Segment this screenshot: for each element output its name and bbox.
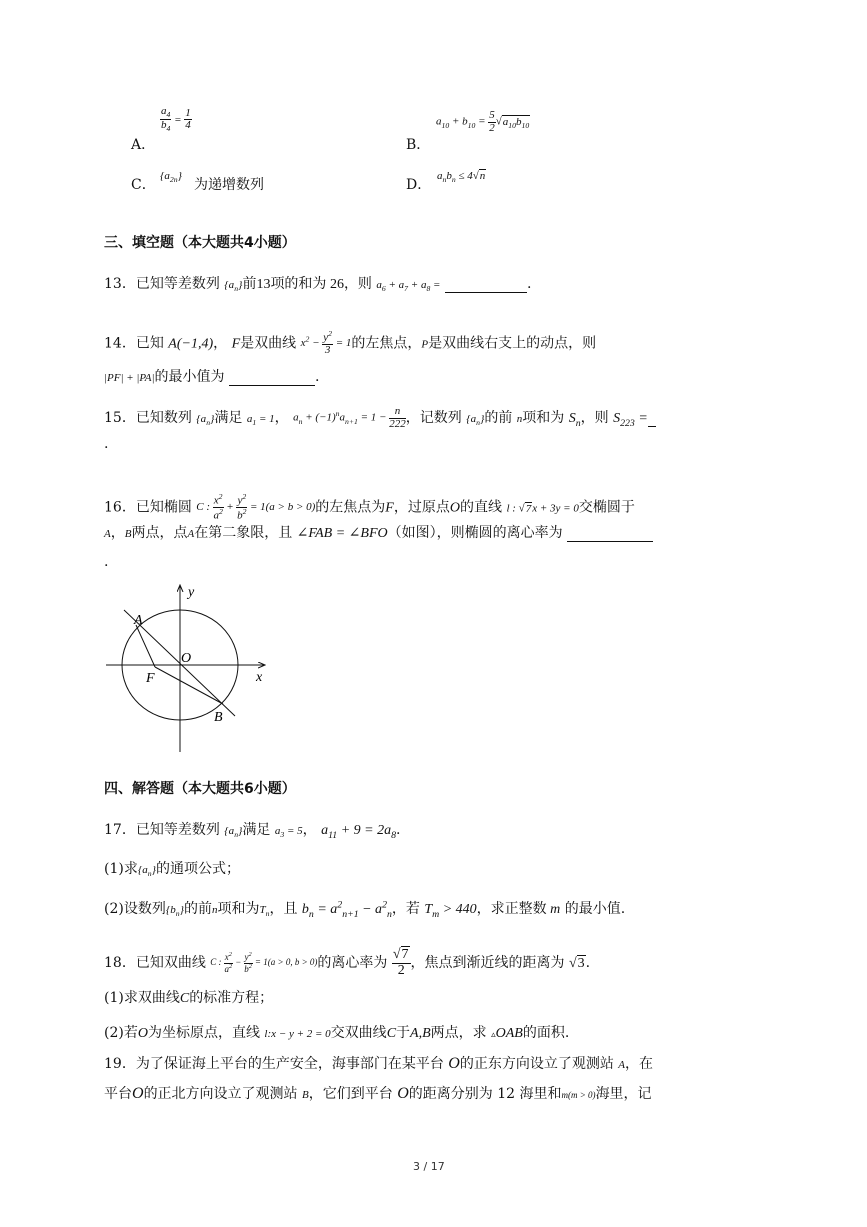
option-b-label: B． xyxy=(406,137,431,153)
q15-sn: $S_n$ xyxy=(568,411,581,429)
q15-s223: $S_{223}$ = xyxy=(613,411,648,429)
q18-p1-var: C xyxy=(179,991,190,1006)
q16-number: 16． xyxy=(104,499,136,516)
q17-p2-seq: $\{b_n\}$ xyxy=(165,904,184,919)
option-b-formula: $a_{10} + b_{10}$ = $\frac{5}{2}$ $√a_{10}b_{10}$ xyxy=(436,109,530,134)
q17-text: 已知等差数列 xyxy=(135,822,220,838)
q15-answer-blank[interactable] xyxy=(648,410,656,427)
q15-text-5: 的前 xyxy=(484,410,513,427)
q13-text-2: 前 xyxy=(242,276,257,292)
q15-text: 已知数列 xyxy=(135,410,192,427)
q19-text-4: 平台 xyxy=(104,1086,132,1102)
q19-text-8: 海里，记 xyxy=(595,1086,652,1102)
q18-p2-text-3: 于 xyxy=(396,1025,411,1041)
q13-text-3: 项的和为 xyxy=(270,276,327,292)
q19-m-condition: m(m > 0) xyxy=(561,1090,596,1100)
q18-text-3: ，焦点到渐近线的距离为 xyxy=(410,955,565,972)
q16-var-a-2: A xyxy=(187,528,195,540)
q18-p1-text: 的标准方程； xyxy=(189,990,274,1006)
q14-text: 已知 xyxy=(135,335,164,352)
q19-var-a: A xyxy=(618,1059,626,1071)
q17-text-2: 满足 xyxy=(242,822,271,838)
q16-text-3: ，过原点 xyxy=(393,499,450,516)
q18-distance: √3 xyxy=(568,956,585,972)
q19-text: 为了保证海上平台的生产安全，海事部门在某平台 xyxy=(135,1056,444,1072)
q19-text-5: 的正北方向设立了观测站 xyxy=(143,1086,298,1102)
question-13 xyxy=(104,273,531,293)
q18-p2-label: (2)若 xyxy=(104,1025,138,1041)
q15-initial: $a_1 = 1$ xyxy=(246,413,275,428)
q18-p2-points: A,B xyxy=(410,1026,431,1041)
question-19-line-2 xyxy=(104,1083,652,1103)
option-c-label: C． xyxy=(131,177,156,193)
q17-p2-var-m: m xyxy=(550,902,561,917)
q13-count: 13 xyxy=(256,277,271,292)
q17-p2-label: (2)设数列 xyxy=(104,901,166,917)
q16-text-5: 交椭圆于 xyxy=(578,499,635,516)
q15-text-2: 满足 xyxy=(214,410,243,427)
q17-p2-text-6: 的最小值. xyxy=(564,901,626,917)
q13-number: 13． xyxy=(104,276,136,292)
q18-p2-var-c: C xyxy=(386,1026,397,1041)
q17-number: 17． xyxy=(104,822,136,838)
q17-p2-text-2: 项和为 xyxy=(217,901,260,917)
q15-number: 15． xyxy=(104,410,136,427)
q14-answer-blank[interactable] xyxy=(229,369,315,386)
q14-end: . xyxy=(314,369,320,385)
q16-text-8: 在第二象限，且 xyxy=(194,525,293,541)
q16-var-o: O xyxy=(449,500,460,516)
q15-recurrence: $a_n + (-1)^na_{n+1} = 1$ − $\frac{n}{222}$ xyxy=(293,405,406,430)
question-15 xyxy=(104,406,656,430)
q17-p1-seq: $\{a_n\}$ xyxy=(137,864,156,879)
section-4-title: 四、解答题（本大题共6小题） xyxy=(104,781,296,797)
q19-var-o-3: O xyxy=(397,1085,409,1102)
q16-line: l : √7x + 3y = 0 xyxy=(506,502,579,515)
q13-text: 已知等差数列 xyxy=(135,276,220,292)
q19-var-o-2: O xyxy=(132,1085,144,1102)
q13-expr: $a_6 + a_7 + a_8$ = xyxy=(376,279,441,294)
q17-text-3: ， xyxy=(302,822,317,838)
q17-p2-text-5: ，求正整数 xyxy=(476,901,547,917)
q16-answer-blank[interactable] xyxy=(567,525,653,542)
q15-end: . xyxy=(104,436,109,452)
q18-p2-var-o: O xyxy=(137,1026,148,1041)
q17-p2-tn: $T_n$ xyxy=(259,904,270,919)
question-19-line-1 xyxy=(104,1053,653,1073)
q17-part-1 xyxy=(104,858,240,878)
q16-text: 已知椭圆 xyxy=(135,499,192,516)
q16-text-2: 的左焦点为 xyxy=(315,499,386,516)
label-a: A xyxy=(134,613,143,628)
q15-var-n: n xyxy=(516,413,523,426)
question-14-line-1 xyxy=(104,330,596,357)
question-16-line-1 xyxy=(104,493,635,522)
label-y: y xyxy=(188,585,195,600)
q18-number: 18． xyxy=(104,955,136,972)
q18-part-1 xyxy=(104,987,273,1007)
q13-text-4: ，则 xyxy=(343,276,372,292)
q13-sum: 26 xyxy=(329,277,344,292)
q18-p2-text-4: 两点，求 xyxy=(430,1025,487,1041)
q17-p2-bn: $b_n = a^2_{n+1} - a^2_n$ xyxy=(301,899,392,920)
option-c-text: 为递增数列 xyxy=(194,177,264,193)
segment-fa xyxy=(136,625,155,667)
q18-p1-label: (1)求双曲线 xyxy=(104,990,180,1006)
label-o: O xyxy=(181,651,192,666)
q19-number: 19． xyxy=(104,1056,136,1072)
q18-eccentricity: $\frac{√7}{2}$ xyxy=(392,947,409,978)
q14-text-5: 是双曲线右支上的动点，则 xyxy=(428,335,597,352)
question-16-line-2 xyxy=(104,522,653,542)
q15-seq: $\{a_n\}$ xyxy=(196,413,215,428)
q19-text-6: ，它们到平台 xyxy=(308,1086,393,1102)
q13-answer-blank[interactable] xyxy=(445,276,527,293)
question-17 xyxy=(104,819,400,841)
option-c-formula: $\{a_{2n}\}$ xyxy=(160,170,182,185)
q18-p2-text: 为坐标原点，直线 xyxy=(147,1025,260,1041)
q18-p2-text-2: 交双曲线 xyxy=(330,1025,387,1041)
q16-text-6: ， xyxy=(110,525,125,541)
question-14-line-2 xyxy=(104,366,319,386)
q16-end: . xyxy=(104,554,109,570)
q16-var-a: A xyxy=(104,528,111,540)
q15-text-4: ，记数列 xyxy=(405,410,462,427)
q17-cond-1: $a_3 = 5$ xyxy=(274,825,303,840)
q19-var-b: B xyxy=(302,1089,309,1101)
q18-p2-text-5: 的面积. xyxy=(522,1025,570,1041)
q14-text-2: ， xyxy=(213,335,228,352)
q18-text-2: 的离心率为 xyxy=(317,955,388,972)
q14-expr: |PF| + |PA| xyxy=(104,372,155,384)
q14-text-3: 是双曲线 xyxy=(240,335,297,352)
q17-part-2 xyxy=(104,898,625,920)
q18-text: 已知双曲线 xyxy=(135,955,206,972)
q17-p2-text: 的前 xyxy=(184,901,212,917)
q17-seq: $\{a_n\}$ xyxy=(224,825,243,840)
label-f: F xyxy=(146,671,155,686)
label-b: B xyxy=(214,710,223,725)
q17-cond-2: $a_{11} + 9 = 2a_8$ xyxy=(321,823,397,841)
q13-end: . xyxy=(526,276,532,292)
q17-p2-var-n: n xyxy=(212,904,218,916)
q18-hyperbola: C : $\frac{x^2}{a^2}$ − $\frac{y^2}{b^2}$ = 1(a > 0, b > 0) xyxy=(210,951,318,974)
q19-text-3: ，在 xyxy=(625,1056,654,1072)
q19-var-o: O xyxy=(448,1055,460,1072)
q17-p2-text-4: ，若 xyxy=(391,901,420,917)
question-18 xyxy=(104,948,590,978)
q16-angle: ∠FAB = ∠BFO xyxy=(296,526,388,541)
option-d-formula: $a_nb_n \le 4√n$ xyxy=(437,170,486,185)
q14-var-f: F xyxy=(231,336,241,352)
option-a-formula: $\frac{a_4}{b_4}$ = $\frac{1}{4}$ xyxy=(161,105,191,134)
q15-text-3: ， xyxy=(274,410,289,427)
q18-p2-triangle: ▵OAB xyxy=(491,1026,523,1041)
q15-text-7: ，则 xyxy=(580,410,609,427)
ellipse-figure xyxy=(100,578,280,754)
page-number: 3 / 17 xyxy=(413,1160,445,1173)
q16-text-4: 的直线 xyxy=(459,499,502,516)
q17-p1-text: 的通项公式； xyxy=(156,861,240,877)
q19-text-2: 的正东方向设立了观测站 xyxy=(459,1056,614,1072)
q16-var-f: F xyxy=(385,500,394,516)
q17-p2-tm: $T_m > 440$ xyxy=(424,902,477,920)
q15-text-6: 项和为 xyxy=(522,410,565,427)
q16-text-9: （如图），则椭圆的离心率为 xyxy=(387,525,563,541)
q18-part-2 xyxy=(104,1022,569,1042)
option-a-label: A． xyxy=(131,137,156,153)
q16-ellipse: C : $\frac{x^2}{a^2}$ + $\frac{y^2}{b^2}$ = 1(a > b > 0) xyxy=(196,492,316,522)
option-d-label: D． xyxy=(406,177,432,193)
q13-seq: $\{a_n\}$ xyxy=(224,279,243,294)
label-x: x xyxy=(256,670,263,685)
q18-end: . xyxy=(585,955,591,972)
q19-text-7: 的距离分别为 12 海里和 xyxy=(408,1086,562,1102)
q17-p1-label: (1)求 xyxy=(104,861,138,877)
q14-number: 14． xyxy=(104,335,136,352)
q17-end: . xyxy=(396,822,401,838)
q17-p2-text-3: ，且 xyxy=(269,901,298,917)
q18-p2-line: l:x − y + 2 = 0 xyxy=(264,1028,331,1040)
q16-text-7: 两点，点 xyxy=(131,525,188,541)
q16-var-b: B xyxy=(124,528,132,540)
q14-hyperbola: $x^2$ − $\frac{y^2}{3}$ = 1 xyxy=(300,329,352,357)
q14-point-a: A(−1,4) xyxy=(168,336,214,352)
q14-text-6: 的最小值为 xyxy=(154,369,225,385)
q15-seq-2: $\{a_n\}$ xyxy=(466,413,485,428)
section-3-title: 三、填空题（本大题共4小题） xyxy=(104,235,296,251)
q14-text-4: 的左焦点， xyxy=(351,335,422,352)
q14-var-p: P xyxy=(421,338,429,351)
